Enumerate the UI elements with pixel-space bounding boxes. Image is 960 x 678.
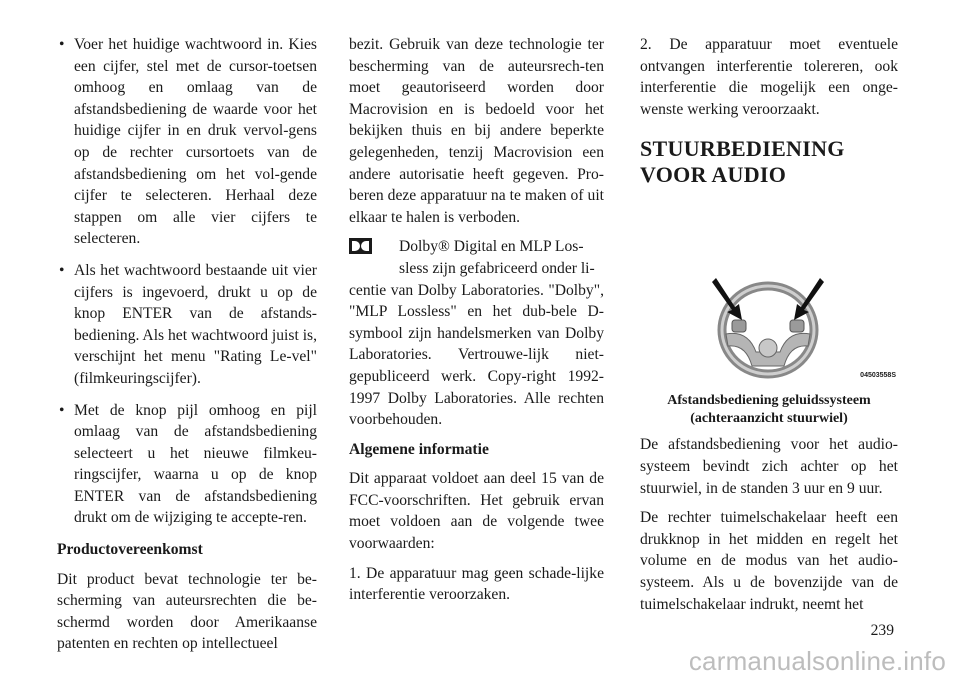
list-item-text: Als het wachtwoord bestaande uit vier cijfers is ingevoerd, drukt u op de knop ENTER van de afstands-bediening. Als het wachtwoord juist is, verschijnt het menu "Rating Le-vel" (filmkeuringscijfer). bbox=[74, 261, 317, 387]
column-right bbox=[640, 34, 898, 623]
section-title-line-2: VOOR AUDIO bbox=[640, 162, 787, 188]
dolby-notice bbox=[349, 236, 604, 430]
dolby-text: centie van Dolby Laboratories. "Dolby", "MLP Lossless" en het dub-bele D-symbool zijn handelsmerken van Dolby Laboratories. Vertrouwe-lijk niet-gepubliceerd werk. Copy-right 1992-1997 Dolby Laboratories. Alle rechten voorbehouden. bbox=[349, 281, 604, 429]
list-item bbox=[57, 34, 317, 250]
steering-wheel-illustration bbox=[708, 274, 828, 384]
caption-line-1: Afstandsbediening geluidssysteem bbox=[667, 393, 871, 409]
dolby-line-1: Dolby® Digital en MLP Los- bbox=[399, 238, 584, 256]
figure-caption bbox=[640, 392, 898, 428]
dolby-line-2: sless zijn gefabriceerd onder li- bbox=[399, 259, 595, 277]
numbered-item: 2. De apparatuur moet eventuele ontvangen interferentie tolereren, ook interferentie die mogelijk een onge-wenste werking veroorzaakt. bbox=[640, 36, 898, 118]
bullet-icon: • bbox=[59, 36, 65, 53]
list-item bbox=[57, 260, 317, 390]
dolby-double-d-icon bbox=[349, 238, 372, 254]
section-heading-product-agreement: Productovereenkomst bbox=[57, 541, 203, 559]
section-heading-general-info: Algemene informatie bbox=[349, 440, 489, 458]
section-title bbox=[640, 136, 898, 188]
caption-line-2: (achteraanzicht stuurwiel) bbox=[690, 411, 848, 427]
column-middle bbox=[349, 34, 604, 614]
bullet-icon: • bbox=[59, 401, 65, 419]
list-item-text: Voer het huidige wachtwoord in. Kies een cijfer, stel met de cursor-toetsen omhoog en omlaag van de afstandsbediening de waarde voor het huidige cijfer in en druk vervol-gens op de rechter cursortoets van de afstandsbediening om het vol-gende cijfer te selecteren. Herhaal deze stappen om alle vier cijfers te selecteren. bbox=[74, 36, 317, 248]
figure-code: 04503558S bbox=[860, 371, 896, 379]
paragraph: De afstandsbediening voor het audio-systeem bevindt zich achter op het stuurwiel, in de standen 3 uur en 9 uur. bbox=[640, 436, 898, 497]
numbered-item: 1. De apparatuur mag geen schade-lijke interferentie veroorzaken. bbox=[349, 564, 604, 604]
list-item-text: Met de knop pijl omhoog en pijl omlaag van de afstandsbediening selecteert u het nieuwe filmkeu-ringscijfer, waarna u op de knop ENTER van de afstandsbediening drukt om de wijziging te accepte-ren. bbox=[74, 401, 317, 527]
paragraph: Dit product bevat technologie ter be-scherming van auteursrechten die be-schermd worden door Amerikaanse patenten en rechten op intellectueel bbox=[57, 570, 317, 653]
page-number: 239 bbox=[870, 622, 894, 639]
list-item bbox=[57, 400, 317, 530]
watermark: carmanualsonline.info bbox=[688, 646, 946, 676]
steering-wheel-figure bbox=[640, 280, 898, 386]
section-title-line-1: STUURBEDIENING bbox=[640, 136, 845, 162]
paragraph: De rechter tuimelschakelaar heeft een drukknop in het midden en regelt het volume en de modus van het audio-systeem. Als u de bovenzijde van de tuimelschakelaar indrukt, neemt het bbox=[640, 509, 898, 613]
bullet-icon: • bbox=[59, 261, 65, 279]
column-left bbox=[57, 34, 317, 663]
paragraph: bezit. Gebruik van deze technologie ter bescherming van de auteursrech-ten moet geautoriseerd worden door Macrovision en is bedoeld voor het bekijken thuis en bij andere beperkte gelegenheden, tenzij Macrovision een andere autorisatie heeft gegeven. Pro-beren deze apparatuur na te maken of uit elkaar te halen is verboden. bbox=[349, 36, 604, 226]
paragraph: Dit apparaat voldoet aan deel 15 van de FCC-voorschriften. Het gebruik ervan moet voldoen aan de volgende twee voorwaarden: bbox=[349, 470, 604, 553]
